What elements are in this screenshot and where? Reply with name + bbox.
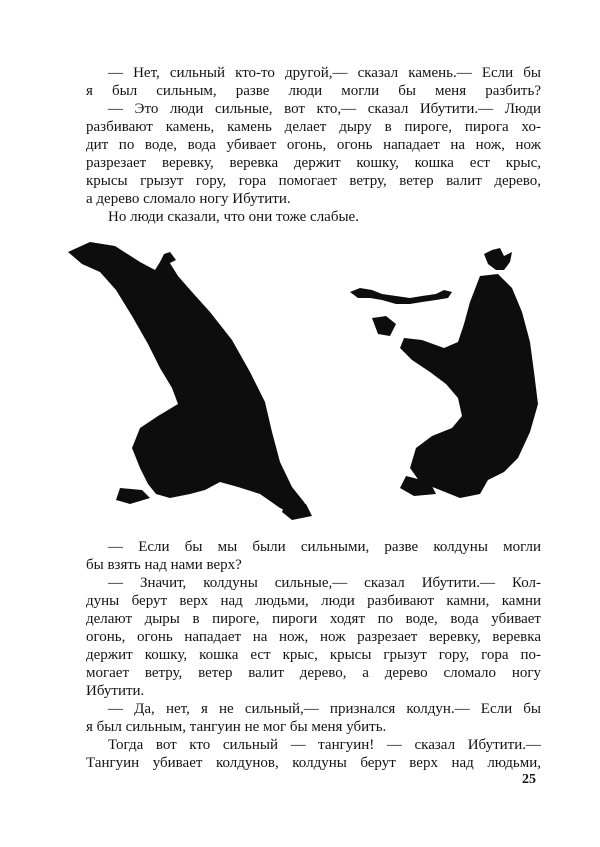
text-line: — Значит, колдуны сильные,— сказал Ибутити.— Кол- — [108, 575, 541, 591]
right-figure-hand-object — [372, 316, 396, 336]
right-figure-body — [400, 274, 538, 498]
text-line: бы взять над нами верх? — [86, 557, 242, 573]
text-line: Тангуин убивает колдунов, колдуны берут верх над людьми, — [86, 755, 541, 771]
text-line: Но люди сказали, что они тоже слабые. — [108, 209, 359, 225]
left-figure-hood — [160, 252, 176, 264]
text-line: могает ветру, ветер валит дерево, а дерево сломало ногу — [86, 665, 541, 681]
text-line: я был сильным, разве люди могли бы меня разбить? — [86, 83, 541, 99]
left-figure-silhouette — [68, 242, 312, 520]
text-line: — Нет, сильный кто-то другой,— сказал камень.— Если бы — [108, 65, 541, 81]
right-figure-silhouette — [350, 248, 538, 498]
left-figure-foot-right — [282, 500, 312, 520]
text-line: крысы грызут гору, гора помогает ветру, ветер валит дерево, — [86, 173, 541, 189]
text-line: — Это люди сильные, вот кто,— сказал Ибутити.— Люди — [108, 101, 541, 117]
silhouette-illustration — [60, 232, 540, 532]
right-figure-head — [484, 248, 512, 270]
text-line: разбивают камень, камень делает дыру в пироге, пирога хо- — [86, 119, 541, 135]
text-line: — Если бы мы были сильными, разве колдуны могли — [108, 539, 541, 555]
text-line: разрезает веревку, веревка держит кошку, кошка ест крыс, — [86, 155, 541, 171]
text-line: дит по воде, вода убивает огонь, огонь нападает на нож, нож — [86, 137, 541, 153]
left-figure-body — [68, 242, 310, 516]
left-figure-foot-left — [116, 488, 150, 504]
text-line: а дерево сломало ногу Ибутити. — [86, 191, 291, 207]
text-line: делают дыры в пироге, пироги ходят по воде, вода убивает — [86, 611, 541, 627]
right-figure-staff — [350, 288, 452, 304]
text-line: дуны берут верх над людьми, люди разбивают камни, камни — [86, 593, 541, 609]
text-line: держит кошку, кошка ест крыс, крысы грызут гору, гора по- — [86, 647, 541, 663]
text-block-bottom — [86, 538, 541, 772]
text-line: огонь, огонь нападает на нож, нож разрезает веревку, веревка — [86, 629, 541, 645]
text-line: — Да, нет, я не сильный,— признался колдун.— Если бы — [108, 701, 541, 717]
text-line: Тогда вот кто сильный — тангуин! — сказал Ибутити.— — [108, 737, 541, 753]
text-block-top — [86, 64, 541, 226]
page-number: 25 — [522, 772, 536, 787]
text-line: я был сильным, тангуин не мог бы меня убить. — [86, 719, 387, 735]
text-line: Ибутити. — [86, 683, 145, 699]
